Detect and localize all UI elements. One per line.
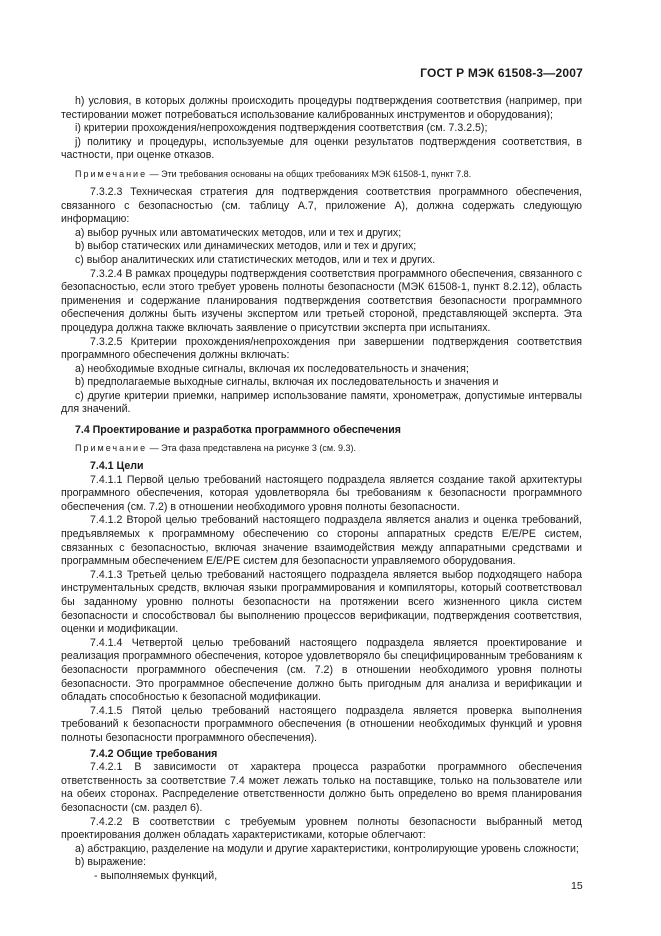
paragraph: 7.4.1.2 Второй целью требований настоящего подраздела является анализ и оценка требований, предъявляемых к программному обеспечению со стороны аппаратных средств Е/Е/РЕ систем, связанных с безопасностью, включая значение взаимодействия между аппаратными средствами и программным обеспечением Е/Е/РЕ систем для безопасности управляемого оборудования. [61, 514, 582, 568]
list-item: a) необходимые входные сигналы, включая их последовательность и значения; [75, 362, 469, 375]
subsection-heading: 7.4.1 Цели [90, 460, 144, 473]
note [61, 168, 582, 181]
paragraph: 7.4.1.5 Пятой целью требований настоящего подраздела является проверка выполнения требований к безопасности программного обеспечения (в отношении необходимых функций и уровня полноты безопасности программного обеспечения). [61, 704, 582, 744]
list-item: b) предполагаемые выходные сигналы, включая их последовательность и значения и [75, 376, 499, 389]
paragraph: 7.4.2.2 В соответствии с требуемым уровнем полноты безопасности выбранный метод проектирования должен обладать характеристиками, которые облегчают: [61, 815, 582, 842]
note-label: Примечание [75, 443, 148, 454]
paragraph: 7.4.1.3 Третьей целью требований настоящего подраздела является выбор подходящего набора инструментальных средств, включая языки программирования и компиляторы, который соответствовал бы заданному уровню полноты безопасности на протяжении всего жизненного цикла систем безопасности и способствовал бы выполнению процессов верификации, подтверждения соответствия, оценки и модификации. [61, 568, 582, 636]
page-number: 15 [571, 880, 583, 892]
note-text: — Эти требования основаны на общих требованиях МЭК 61508-1, пункт 7.8. [147, 168, 472, 179]
section-heading: 7.4 Проектирование и разработка программного обеспечения [75, 424, 401, 437]
dash-item: - выполняемых функций, [94, 869, 218, 882]
list-item: i) критерии прохождения/непрохождения подтверждения соответствия (см. 7.3.2.5); [75, 122, 488, 135]
subsection-heading: 7.4.2 Общие требования [90, 747, 218, 760]
list-item: b) выбор статических или динамических методов, или и тех и других; [75, 240, 417, 253]
paragraph: 7.3.2.4 В рамках процедуры подтверждения соответствия программного обеспечения, связанного с безопасностью, если этого требует уровень полноты безопасности (МЭК 61508-1, пункт 8.2.12), область применения и содержание планирования подтверждения соответствия безопасности программного обеспечения должны быть изучены экспертом или третьей стороной, представляющей эксперта. Эта процедура должна также включать заявление о присутствии эксперта при испытаниях. [61, 267, 582, 334]
list-item: h) условия, в которых должны происходить процедуры подтверждения соответствия (например, при тестировании может потребоваться использование калиброванных инструментов и оборудования); [61, 95, 582, 121]
list-item: j) политику и процедуры, используемые для оценки результатов подтверждения соответствия, в частности, при оценке отказов. [61, 135, 582, 162]
note-label: Примечание [75, 168, 148, 179]
document-body [61, 95, 582, 883]
document-header: ГОСТ Р МЭК 61508-3—2007 [420, 66, 583, 80]
list-item: c) выбор аналитических или статистических методов, или и тех и других. [75, 253, 436, 266]
list-item: c) другие критерии приемки, например использование памяти, хронометраж, допустимые интервалы для значений. [61, 389, 582, 416]
list-item: a) абстракцию, разделение на модули и другие характеристики, контролирующие уровень сложности; [75, 842, 579, 855]
list-item: a) выбор ручных или автоматических методов, или и тех и других; [75, 226, 402, 239]
note-text: — Эта фаза представлена на рисунке 3 (см. 9.3). [147, 443, 357, 454]
paragraph: 7.4.1.4 Четвертой целью требований настоящего подраздела является проектирование и реализация программного обеспечения, которое удовлетворяло бы специфицированным требованиям к безопасности программного обеспечения (см. 7.2) в отношении необходимого уровня полноты безопасности. Это программное обеспечение должно быть пригодным для анализа и верификации и обладать способностью к безопасной модификации. [61, 636, 582, 704]
paragraph: 7.3.2.5 Критерии прохождения/непрохождения при завершении подтверждения соответствия программного обеспечения должны включать: [61, 335, 582, 362]
list-item: b) выражение: [75, 856, 146, 869]
paragraph: 7.4.1.1 Первой целью требований настоящего подраздела является создание такой архитектуры программного обеспечения, которая удовлетворяла бы требованиям к безопасности программного обеспечения (см. 7.2) в отношении необходимого уровня полноты безопасности. [61, 473, 582, 513]
paragraph: 7.4.2.1 В зависимости от характера процесса разработки программного обеспечения ответственность за соответствие 7.4 может лежать только на поставщике, только на пользователе или на обеих сторонах. Распределение ответственности должно быть определено во время планирования безопасности (см. раздел 6). [61, 761, 582, 814]
paragraph: 7.3.2.3 Техническая стратегия для подтверждения соответствия программного обеспечения, связанного с безопасностью (см. таблицу А.7, приложение А), должна содержать следующую информацию: [61, 185, 582, 226]
note [61, 442, 582, 455]
